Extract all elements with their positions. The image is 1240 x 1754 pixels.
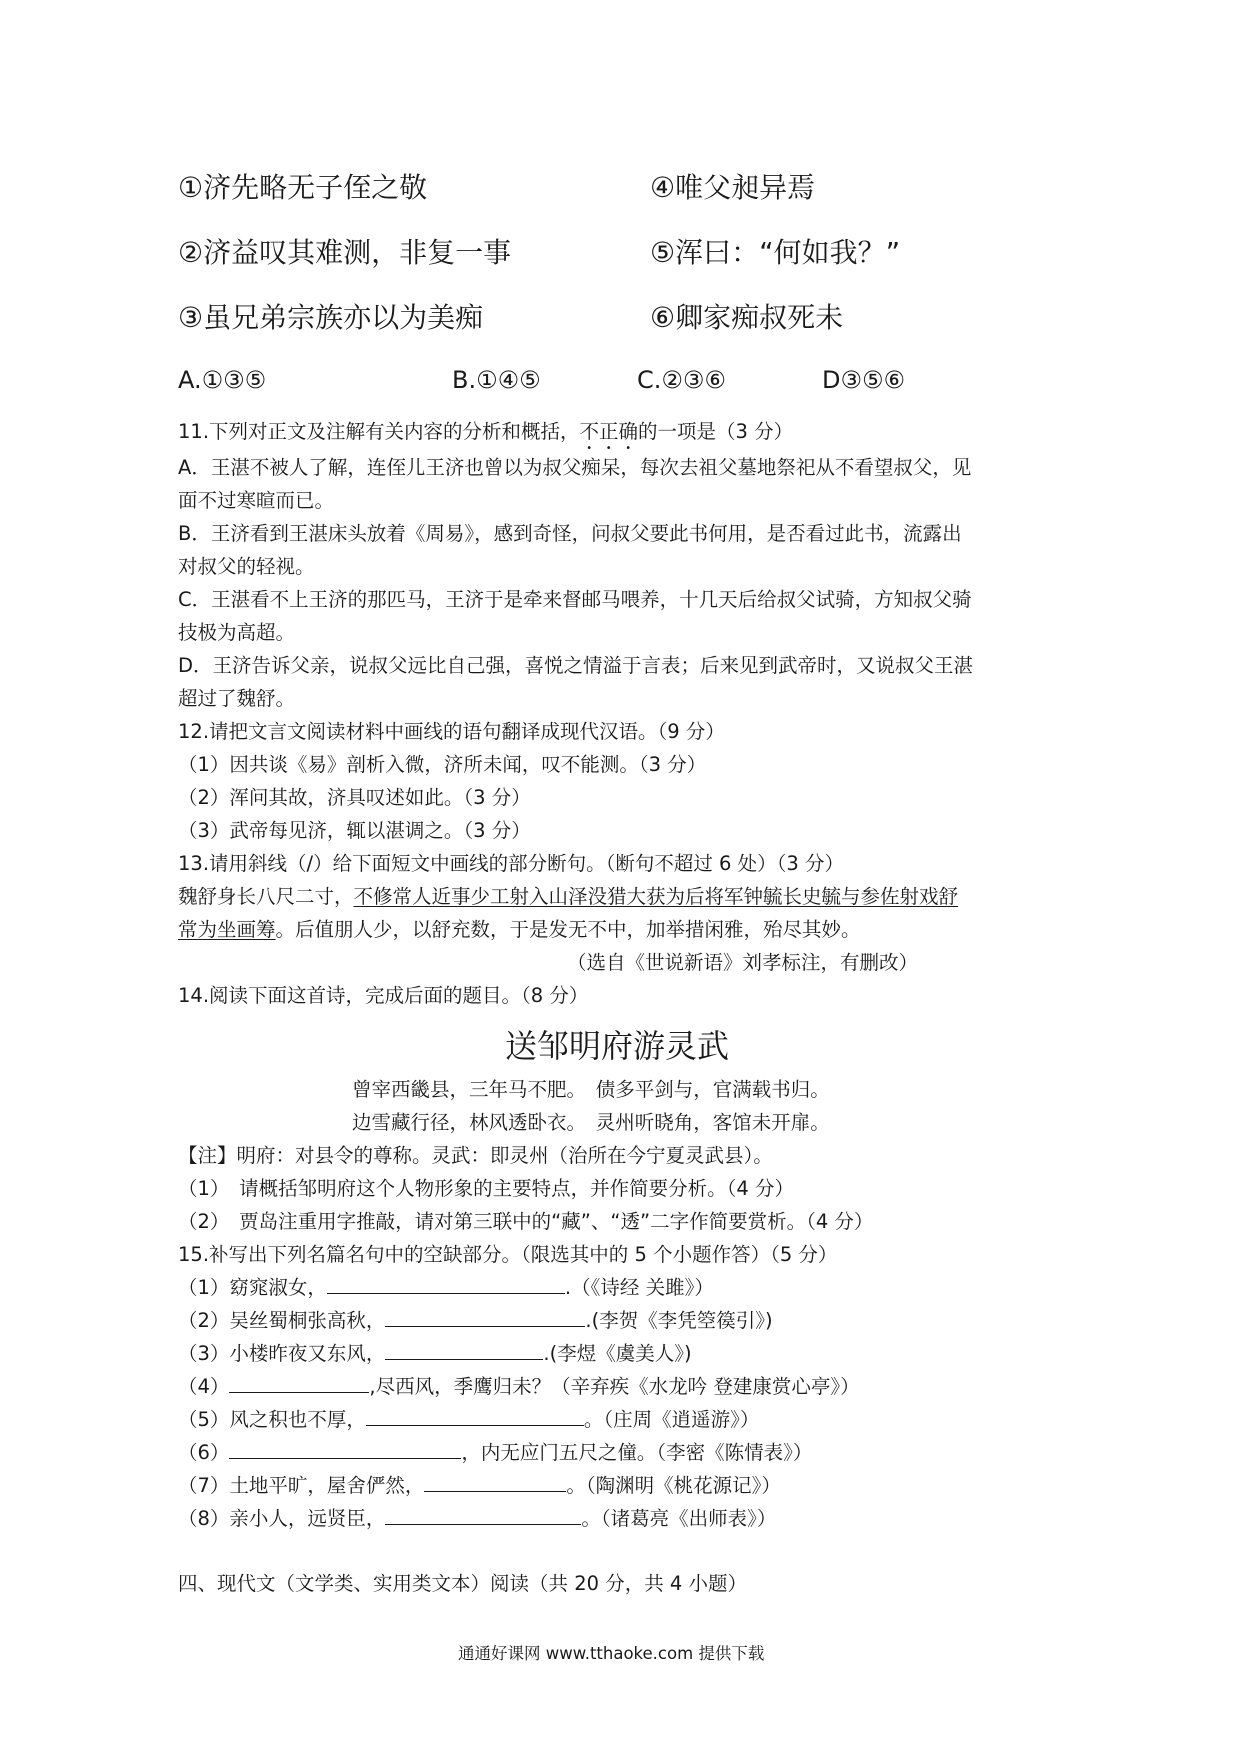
q12-sub-1: （1）因共谈《易》剖析入微，济所未闻，叹不能测。（3 分） [178,753,707,776]
q11-option-b-line1: B．王济看到王湛床头放着《周易》，感到奇怪，问叔父要此书何用，是否看过此书，流露出 [178,522,962,545]
q13-stem: 13.请用斜线（/）给下面短文中画线的部分断句。（断句不超过 6 处）（3 分） [178,852,844,875]
answer-blank[interactable] [385,1341,543,1360]
poem-line-2: 边雪藏行径，林风透卧衣。 灵州听晓角，客馆未开扉。 [352,1111,830,1134]
q14-sub-1: （1） 请概括邹明府这个人物形象的主要特点，并作简要分析。（4 分） [178,1177,795,1200]
q15-sub-6: （6） ，内无应门五尺之僮。（李密《陈情表》） [178,1441,813,1464]
section-4-heading: 四、现代文（文学类、实用类文本）阅读（共 20 分，共 4 小题） [178,1572,748,1595]
q15-sub-8: （8）亲小人，远贤臣， 。（诸葛亮《出师表》） [178,1507,777,1530]
q11-option-a-line1: A．王湛不被人了解，连侄儿王济也曾以为叔父痴呆，每次去祖父墓地祭祀从不看望叔父，见 [178,456,972,479]
answer-blank[interactable] [385,1506,581,1525]
q13-passage-line1: 魏舒身长八尺二寸，不修常人近事少工射入山泽没猎大获为后将军钟毓长史毓与参佐射戏舒 [178,885,959,908]
q12-sub-3: （3）武帝每见济，辄以湛调之。（3 分） [178,819,531,842]
q15-sub-4: （4） ,尽西风，季鹰归未？（辛弃疾《水龙吟 登建康赏心亭》） [178,1375,860,1398]
q15-sub-1: （1）窈窕淑女， .（《诗经 关雎》） [178,1276,714,1299]
poem-title: 送邹明府游灵武 [505,1027,730,1065]
q11-option-b-line2: 对叔父的轻视。 [178,555,315,578]
q14-sub-2: （2） 贾岛注重用字推敲，请对第三联中的“藏”、“透”二字作简要赏析。（4 分） [178,1210,874,1233]
q11-stem: 11.下列对正文及注解有关内容的分析和概括，不正确的一项是（3 分） [178,420,794,443]
q11-emphasis: 不正确 [579,420,639,443]
q15-sub-5: （5）风之积也不厚， 。（庄周《逍遥游》） [178,1408,760,1431]
q15-sub-7: （7）土地平旷，屋舍俨然， 。（陶渊明《桃花源记》） [178,1474,781,1497]
page-footer: 通通好课网 www.tthaoke.com 提供下载 [458,1644,765,1663]
q10-item-5: ⑤浑曰：“何如我？” [650,236,901,269]
q13-underlined-text: 常为坐画筹 [178,918,276,941]
q12-sub-2: （2）浑问其故，济具叹述如此。（3 分） [178,786,531,809]
poem-line-1: 曾宰西畿县，三年马不肥。 债多平剑与，官满载书归。 [352,1078,830,1101]
answer-blank[interactable] [366,1407,584,1426]
q10-choice-b: B.①④⑤ [452,366,541,394]
q10-item-4: ④唯父昶异焉 [650,171,816,204]
q14-stem: 14.阅读下面这首诗，完成后面的题目。（8 分） [178,984,589,1007]
q10-item-1: ①济先略无子侄之敬 [178,171,428,204]
poem-note: 【注】明府：对县令的尊称。灵武：即灵州（治所在今宁夏灵武县）。 [178,1144,773,1167]
q10-item-2: ②济益叹其难测，非复一事 [178,236,512,269]
q10-choice-c: C.②③⑥ [637,366,726,394]
q11-option-c-line1: C．王湛看不上王济的那匹马，王济于是牵来督邮马喂养，十几天后给叔父试骑，方知叔父骑 [178,588,972,611]
q10-item-3: ③虽兄弟宗族亦以为美痴 [178,301,484,334]
answer-blank[interactable] [327,1275,565,1294]
q13-passage-line2: 常为坐画筹。后值朋人少，以舒充数，于是发无不中，加举措闲雅，殆尽其妙。 [178,918,861,941]
q11-option-a-line2: 面不过寒暄而已。 [178,489,335,512]
answer-blank[interactable] [229,1374,369,1393]
answer-blank[interactable] [385,1308,585,1327]
q11-option-d-line1: D．王济告诉父亲，说叔父远比自己强，喜悦之情溢于言表；后来见到武帝时，又说叔父王湛 [178,654,974,677]
q15-sub-2: （2）吴丝蜀桐张高秋， .(李贺《李凭箜篌引》) [178,1309,773,1332]
q10-choice-a: A.①③⑤ [178,366,267,394]
q15-sub-3: （3）小楼昨夜又东风， .(李煜《虞美人》) [178,1342,692,1365]
q13-underlined-text: 不修常人近事少工射入山泽没猎大获为后将军钟毓长史毓与参佐射戏舒 [353,885,959,908]
answer-blank[interactable] [229,1440,461,1459]
q10-choice-d: D③⑤⑥ [822,366,906,394]
answer-blank[interactable] [424,1473,566,1492]
q15-stem: 15.补写出下列名篇名句中的空缺部分。（限选其中的 5 个小题作答）（5 分） [178,1243,838,1266]
q12-stem: 12.请把文言文阅读材料中画线的语句翻译成现代汉语。（9 分） [178,720,725,743]
q11-option-c-line2: 技极为高超。 [178,621,296,644]
q10-item-6: ⑥卿家痴叔死未 [650,301,844,334]
q11-option-d-line2: 超过了魏舒。 [178,687,296,710]
q13-source: （选自《世说新语》刘孝标注，有删改） [567,951,919,974]
